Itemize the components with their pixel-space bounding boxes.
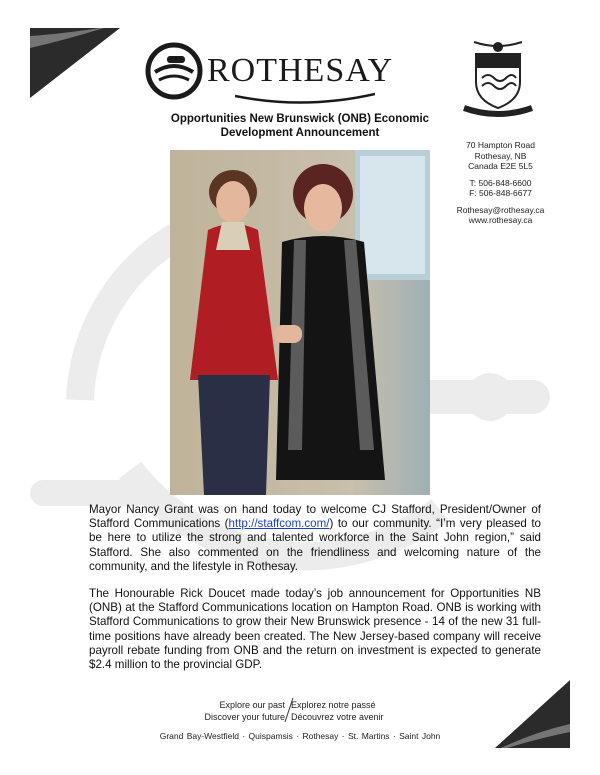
fax-number: F: 506-848-6677 <box>469 188 532 198</box>
logo-emblem-icon <box>145 42 203 100</box>
photo-two-women <box>170 150 430 495</box>
tagline-french: Explorez notre passé Découvrez votre avenir <box>291 700 384 722</box>
email-address[interactable]: Rothesay@rothesay.ca <box>456 204 545 215</box>
corner-decoration-bottom-right <box>495 680 570 748</box>
coat-of-arms-icon <box>460 38 536 120</box>
contact-block <box>448 140 553 226</box>
staffcom-link[interactable]: http://staffcom.com/ <box>228 517 330 531</box>
headline-line-1: Opportunities New Brunswick (ONB) Economic <box>170 113 430 125</box>
tagline-english: Explore our past Discover your future <box>204 700 285 722</box>
address-line-3: Canada E2E 5L5 <box>468 161 533 171</box>
address-line-2: Rothesay, NB <box>474 150 527 161</box>
announcement-headline <box>150 112 450 140</box>
communities-list: Grand Bay-Westfield · Quispamsis · Rothesay · St. Martins · Saint John <box>159 731 441 741</box>
rothesay-logo <box>145 40 410 110</box>
website-address[interactable]: www.rothesay.ca <box>468 215 533 225</box>
brand-wordmark: ROTHESAY <box>207 52 394 89</box>
address-line-1: 70 Hampton Road <box>466 140 535 150</box>
corner-decoration-top-left <box>30 28 120 98</box>
article-paragraph-2: The Honourable Rick Doucet made today’s job announcement for Opportunities NB (ONB) at the Stafford Communications location on Hampton Road. ONB is working with Stafford Communications to grow their New Brunswick presence - 14 of the new 31 full-time positions have already been created. The New Jersey-based company will receive payroll rebate funding from ONB and the return on investment is expected to generate $2.4 million to the provincial GDP. <box>89 587 541 672</box>
headline-line-2: Development Announcement <box>220 127 380 139</box>
article-paragraph-1: Mayor Nancy Grant was on hand today to welcome CJ Stafford, President/Owner of Stafford Communications (http://staffcom.com/) to our community. “I’m very pleased to be here to utilize the strong and talented workforce in the Saint John region,” said Stafford. She also commented on the friendliness and welcoming nature of the community, and the lifestyle in Rothesay. <box>89 503 541 573</box>
logo-swoosh <box>235 92 375 108</box>
article-body <box>89 503 541 685</box>
phone-number: T: 506-848-6600 <box>469 177 532 188</box>
